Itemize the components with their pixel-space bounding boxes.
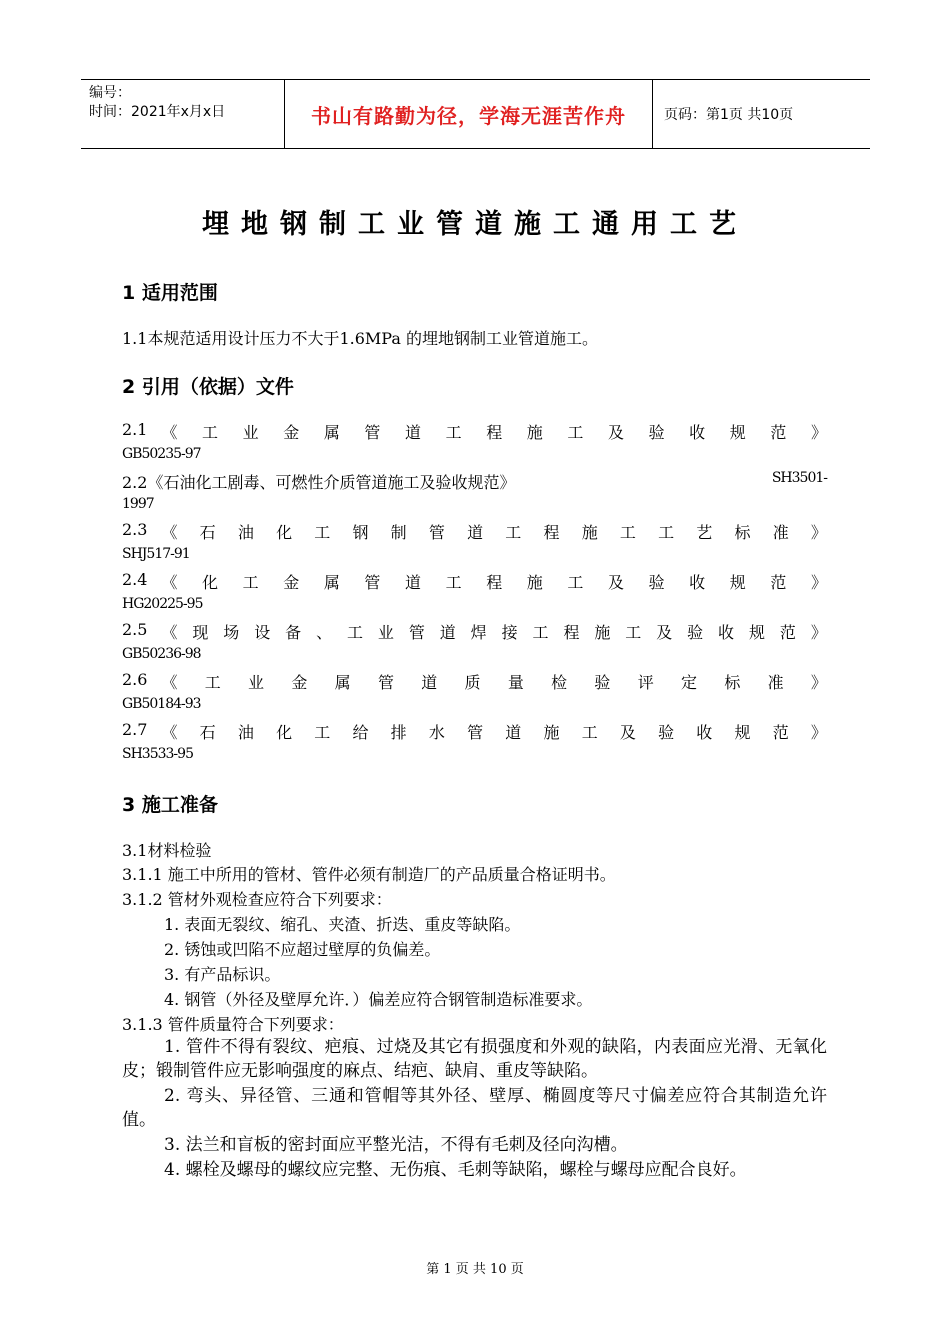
paragraph-3-1-2: 3.1.2 管材外观检查应符合下列要求： xyxy=(122,890,392,909)
page-footer: 第 1 页 共 10 页 xyxy=(426,1262,524,1277)
reference-code: 1997 xyxy=(122,496,154,512)
reference-item xyxy=(122,520,827,543)
reference-number: 2.3 xyxy=(122,520,148,539)
reference-item xyxy=(122,570,827,593)
list-item: 4. 螺栓及螺母的螺纹应完整、无伤痕、毛刺等缺陷，螺栓与螺母应配合良好。 xyxy=(164,1160,747,1180)
reference-name: 《 工 业 金 属 管 道 工 程 施 工 及 验 收 规 范 》 xyxy=(161,423,827,442)
header-page-info: 页码：第1页 共10页 xyxy=(664,107,794,123)
header-time: 时间：2021年x月x日 xyxy=(89,104,226,120)
list-item: 1. 管件不得有裂纹、疤痕、过烧及其它有损强度和外观的缺陷，内表面应光滑、无氧化皮；锻制管件应无影响强度的麻点、结疤、缺肩、重皮等缺陷。 xyxy=(122,1037,827,1081)
reference-number: 2.6 xyxy=(122,670,148,689)
header-meta xyxy=(89,84,225,122)
paragraph-3-1-3: 3.1.3 管件质量符合下列要求： xyxy=(122,1015,344,1034)
paragraph-3-1-1: 3.1.1 施工中所用的管材、管件必须有制造厂的产品质量合格证明书。 xyxy=(122,865,616,884)
reference-code: GB50236-98 xyxy=(122,646,201,662)
header-number: 编号： xyxy=(89,85,131,101)
reference-name xyxy=(147,720,827,743)
reference-item xyxy=(122,720,827,743)
reference-code: HG20225-95 xyxy=(122,596,203,612)
list-item: 1. 表面无裂纹、缩孔、夹渣、折迭、重皮等缺陷。 xyxy=(164,915,521,934)
reference-number: 2.4 xyxy=(122,570,148,589)
reference-code: SHJ517-91 xyxy=(122,546,190,562)
section-heading-3: 3 施工准备 xyxy=(122,794,218,816)
reference-name: 《 石 油 化 工 给 排 水 管 道 施 工 及 验 收 规 范 》 xyxy=(161,723,827,742)
list-item: 3. 有产品标识。 xyxy=(164,965,281,984)
paragraph-3-1: 3.1材料检验 xyxy=(122,841,212,860)
list-item: 3. 法兰和盲板的密封面应平整光洁，不得有毛刺及径向沟槽。 xyxy=(164,1135,628,1155)
reference-item xyxy=(122,420,827,443)
reference-number: 2.7 xyxy=(122,720,148,739)
reference-number: 2.2 xyxy=(122,473,148,492)
reference-name: 《石油化工剧毒、可燃性介质管道施工及验收规范》 xyxy=(147,473,516,492)
reference-name: 《 化 工 金 属 管 道 工 程 施 工 及 验 收 规 范 》 xyxy=(161,573,827,592)
reference-code-tail: SH3501- xyxy=(771,470,827,486)
reference-code: GB50184-93 xyxy=(122,696,201,712)
reference-number: 2.1 xyxy=(122,420,148,439)
reference-name: 《 工 业 金 属 管 道 质 量 检 验 评 定 标 准 》 xyxy=(161,673,827,692)
reference-name xyxy=(147,520,827,543)
reference-name xyxy=(147,620,827,643)
reference-item xyxy=(122,670,827,693)
reference-code: GB50235-97 xyxy=(122,446,201,462)
section-heading-2: 2 引用（依据）文件 xyxy=(122,376,294,398)
reference-name xyxy=(147,670,827,693)
list-item: 4. 钢管（外径及壁厚允许．）偏差应符合钢管制造标准要求。 xyxy=(164,990,593,1009)
document-title: 埋地钢制工业管道施工通用工艺 xyxy=(202,209,748,240)
list-item: 2. 锈蚀或凹陷不应超过壁厚的负偏差。 xyxy=(164,940,441,959)
reference-code: SH3533-95 xyxy=(122,746,193,762)
reference-name xyxy=(147,570,827,593)
reference-number: 2.5 xyxy=(122,620,148,639)
reference-item xyxy=(122,470,827,493)
header-motto: 书山有路勤为径，学海无涯苦作舟 xyxy=(284,80,653,148)
list-item: 2. 弯头、异径管、三通和管帽等其外径、壁厚、椭圆度等尺寸偏差应符合其制造允许值。 xyxy=(122,1086,827,1130)
section-heading-1: 1 适用范围 xyxy=(122,282,218,304)
reference-name xyxy=(147,420,827,443)
reference-name: 《 现 场 设 备 、 工 业 管 道 焊 接 工 程 施 工 及 验 收 规 范 》 xyxy=(161,623,827,642)
page-header xyxy=(81,79,870,149)
reference-item xyxy=(122,620,827,643)
reference-name: 《 石 油 化 工 钢 制 管 道 工 程 施 工 工 艺 标 准 》 xyxy=(161,523,827,542)
paragraph-1-1: 1.1本规范适用设计压力不大于1.6MPa 的埋地钢制工业管道施工。 xyxy=(122,329,598,348)
